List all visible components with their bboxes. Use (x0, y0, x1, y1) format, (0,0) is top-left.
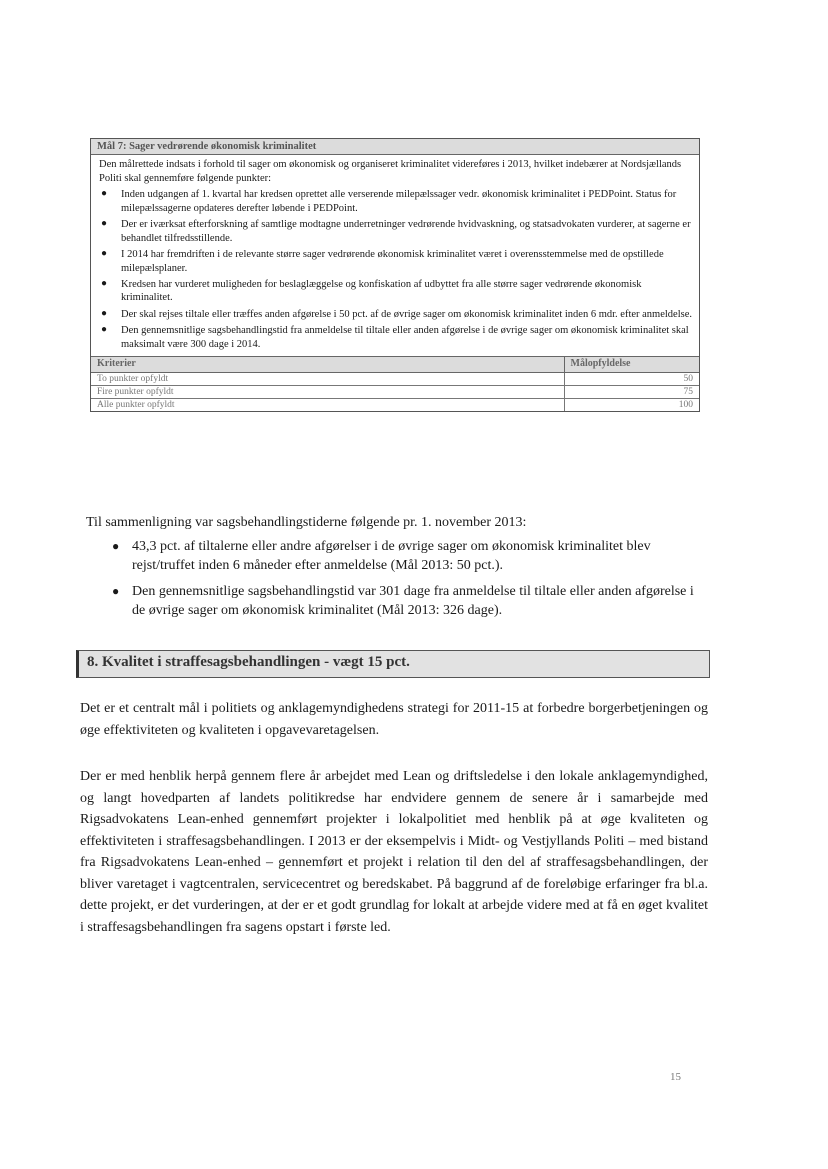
comparison-intro: Til sammenligning var sagsbehandlingstiderne følgende pr. 1. november 2013: (86, 515, 527, 530)
criteria-row (91, 386, 699, 399)
section-heading-bar (76, 650, 710, 678)
criteria-header: Kriterier (91, 357, 564, 373)
section-heading: 8. Kvalitet i straffesagsbehandlingen - vægt 15 pct. (87, 654, 410, 670)
goal-box (90, 138, 700, 412)
criteria-label: Fire punkter opfyldt (91, 386, 564, 399)
goal-bullet (99, 218, 693, 245)
comparison-bullet-text: Den gennemsnitlige sagsbehandlingstid var 301 dage fra anmeldelse til tiltale eller anden afgørelse i de øvrige sager om økonomisk kriminalitet (Mål 2013: 326 dage). (132, 584, 694, 618)
goal-bullet-text: Der skal rejses tiltale eller træffes anden afgørelse i 50 pct. af de øvrige sager om økonomisk kriminalitet inden 6 mdr. efter anmeldelse. (121, 308, 692, 320)
goal-bullet-text: I 2014 har fremdriften i de relevante større sager vedrørende økonomisk kriminalitet været i overensstemmelse med de opstillede milepælsplaner. (121, 249, 664, 274)
bullet-icon: ● (101, 324, 108, 336)
criteria-value: 75 (564, 386, 699, 399)
bullet-icon: ● (101, 248, 108, 260)
goal-bullet (99, 278, 693, 305)
bullet-icon: ● (101, 218, 108, 230)
criteria-row (91, 399, 699, 412)
criteria-label: Alle punkter opfyldt (97, 400, 175, 411)
bullet-icon: ● (112, 539, 120, 553)
criteria-table (91, 356, 699, 411)
comparison-bullet (112, 537, 702, 575)
bullet-icon: ● (112, 584, 120, 598)
goal-bullet (99, 308, 693, 321)
goal-intro: Den målrettede indsats i forhold til sager om økonomisk og organiseret kriminalitet videreføres i 2013, hvilket indebærer at Nordsjællands Politi skal gennemføre følgende punkter: (99, 159, 682, 184)
criteria-header-row (91, 357, 699, 373)
body-paragraph: Der er med henblik herpå gennem flere år arbejdet med Lean og driftsledelse i den lokale anklagemyndighed, og langt hovedparten af landets politikredse har endvidere gennem de senere år i samarbejde med Rigsadvokatens Lean-enhed gennemført projekter i lokalpolitiet med henblik på at øge kvaliteten og effektiviteten i straffesagsbehandlingen. I 2013 er der eksempelvis i Midt- og Vestjyllands Politi – med bistand fra Rigsadvokatens Lean-enhed – gennemført et projekt i relation til den del af straffesagsbehandlingen, der bliver varetaget i vagtcentralen, servicecentret og beredskabet. På baggrund af de foreløbige erfaringer fra bl.a. dette projekt, er det vurderingen, at der er et godt grundlag for lokalt at arbejde videre med at få en øget kvalitet i straffesagsbehandlingen fra sagens opstart i første led. (80, 769, 708, 935)
comparison-bullet (112, 582, 702, 620)
criteria-value: 50 (564, 372, 699, 385)
goal-bullet-list (91, 188, 699, 356)
goal-title: Mål 7: Sager vedrørende økonomisk kriminalitet (91, 139, 699, 155)
comparison-bullet-text: 43,3 pct. af tiltalerne eller andre afgørelser i de øvrige sager om økonomisk kriminalitet blev rejst/truffet inden 6 måneder efter anmeldelse (Mål 2013: 50 pct.). (132, 539, 651, 573)
criteria-label: To punkter opfyldt (91, 372, 564, 385)
criteria-value: 100 (564, 399, 699, 412)
body-paragraph: Det er et centralt mål i politiets og anklagemyndighedens strategi for 2011-15 at forbedre borgerbetjeningen og øge effektiviteten og kvaliteten i opgavevaretagelsen. (80, 701, 708, 738)
goal-bullet-text: Der er iværksat efterforskning af samtlige modtagne underretninger vedrørende hvidvaskning, og statsadvokaten vurderer, at sagerne er behandlet tilfredsstillende. (121, 219, 691, 244)
goal-bullet-text: Den gennemsnitlige sagsbehandlingstid fra anmeldelse til tiltale eller anden afgørelse i de øvrige sager om økonomisk kriminalitet skal maksimalt være 300 dage i 2014. (121, 325, 689, 350)
bullet-icon: ● (101, 188, 108, 200)
goal-bullet-text: Kredsen har vurderet muligheden for beslaglæggelse og konfiskation af udbyttet fra alle større sager vedrørende økonomisk kriminalitet. (121, 278, 642, 304)
goal-bullet (99, 248, 693, 275)
goal-bullet (99, 324, 693, 351)
bullet-icon: ● (101, 307, 108, 319)
criteria-row (91, 372, 699, 385)
fulfilment-header: Målopfyldelse (564, 357, 699, 373)
bullet-icon: ● (101, 277, 108, 289)
goal-bullet (99, 188, 693, 215)
page-number: 15 (670, 1071, 681, 1083)
comparison-bullet-list (112, 537, 702, 627)
goal-bullet-text: Inden udgangen af 1. kvartal har kredsen oprettet alle verserende milepælssager vedr. økonomisk kriminalitet i PEDPoint. Status for milepælssagerne opdateres derefter løbende i PEDPoint. (121, 189, 677, 214)
